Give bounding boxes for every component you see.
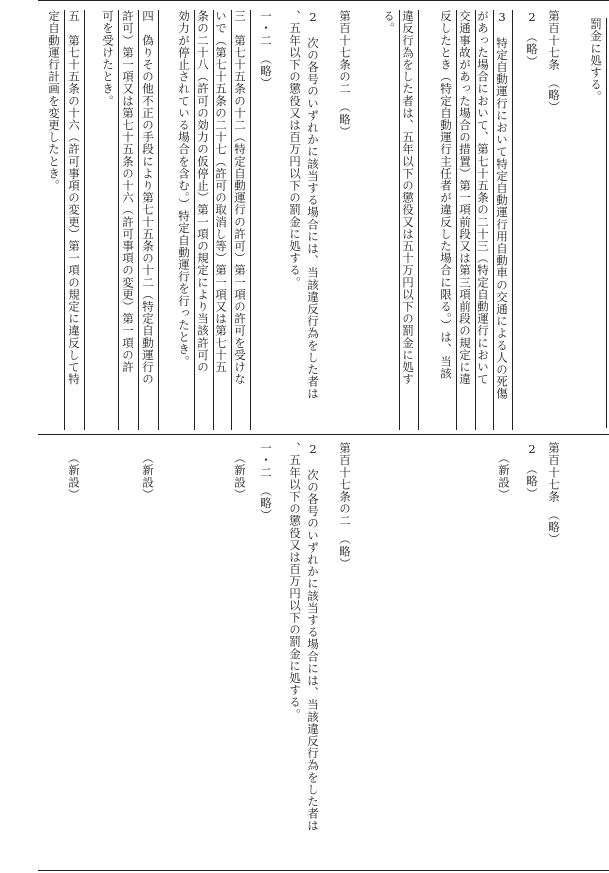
upper-para-3-line-4: 反したとき（特定自動運行主任者が違反した場合に限る。）は、当該 [438, 10, 457, 430]
middle-rule [38, 434, 609, 435]
lower-para-2: 2 （略） [525, 442, 539, 500]
upper-item-3-line-1: 三 第七十五条の十二（特定自動運行の許可）第一項の許可を受けな [232, 10, 251, 430]
upper-item-4-line-1: 四 偽りその他不正の手段により第七十五条の十二（特定自動運行の [140, 10, 159, 430]
upper-article-117: 第百十七条 （略） [547, 10, 561, 114]
upper-item-5-line-2: 定自動運行計画を変更したとき。 [46, 10, 65, 430]
lower-items-1-2: 一・二 （略） [259, 442, 273, 521]
upper-117-2-para-2-line-2: 、五年以下の懲役又は百万円以下の罰金に処する。 [288, 10, 302, 289]
upper-para-2: 2 （略） [525, 10, 539, 68]
upper-para-3-line-1: 3 特定自動運行において特定自動運行用自動車の交通による人の死傷 [494, 10, 513, 430]
upper-item-3-line-4: 効力が停止されている場合を含む。）特定自動運行を行ったとき。 [176, 10, 195, 430]
upper-para-3-line-3: 交通事故があった場合の措置）第一項前段又は第三項前段の規定に違 [457, 10, 476, 430]
upper-para-3-line-5: 違反行為をした者は、五年以下の懲役又は五十万円以下の罰金に処す [400, 10, 419, 430]
upper-item-5-line-1: 五 第七十五条の十六（許可事項の変更）第一項の規定に違反して特 [66, 10, 85, 430]
lower-article-117: 第百十七条 （略） [547, 442, 561, 546]
upper-item-3-line-3: 条の二十八（許可の効力の仮停止）第一項の規定により当該許可の [195, 10, 214, 430]
upper-117-2-para-2-line-1: 2 次の各号のいずれかに該当する場合には、当該違反行為をした者は [306, 10, 320, 400]
upper-line-1: 罰金に処する。 [588, 18, 607, 428]
lower-new-2: （新設） [233, 452, 247, 501]
upper-item-4-line-2: 許可）第一項又は第七十五条の十六（許可事項の変更）第一項の許 [120, 10, 139, 430]
lower-117-2-para-2-line-1: 2 次の各号のいずれかに該当する場合には、当該違反行為をした者は [306, 442, 320, 832]
bottom-rule [38, 870, 609, 871]
lower-article-117-2: 第百十七条の二 （略） [338, 442, 352, 570]
lower-117-2-para-2-line-2: 、五年以下の懲役又は百万円以下の罰金に処する。 [288, 442, 302, 721]
upper-para-3-line-6: る。 [381, 10, 400, 430]
lower-new-4: （新設） [67, 452, 81, 501]
upper-item-4-line-3: 可を受けたとき。 [100, 10, 119, 430]
lower-new-3: （新設） [141, 452, 155, 501]
upper-para-3-line-2: があった場合において、第七十五条の二十三（特定自動運行において [475, 10, 494, 430]
upper-article-117-2: 第百十七条の二 （略） [338, 10, 352, 138]
upper-items-1-2: 一・二 （略） [259, 10, 273, 89]
lower-new-1: （新設） [497, 452, 511, 501]
upper-item-3-line-2: いで（第七十五条の二十七（許可の取消し等）第一項又は第七十五 [213, 10, 232, 430]
top-rule [38, 0, 609, 1]
